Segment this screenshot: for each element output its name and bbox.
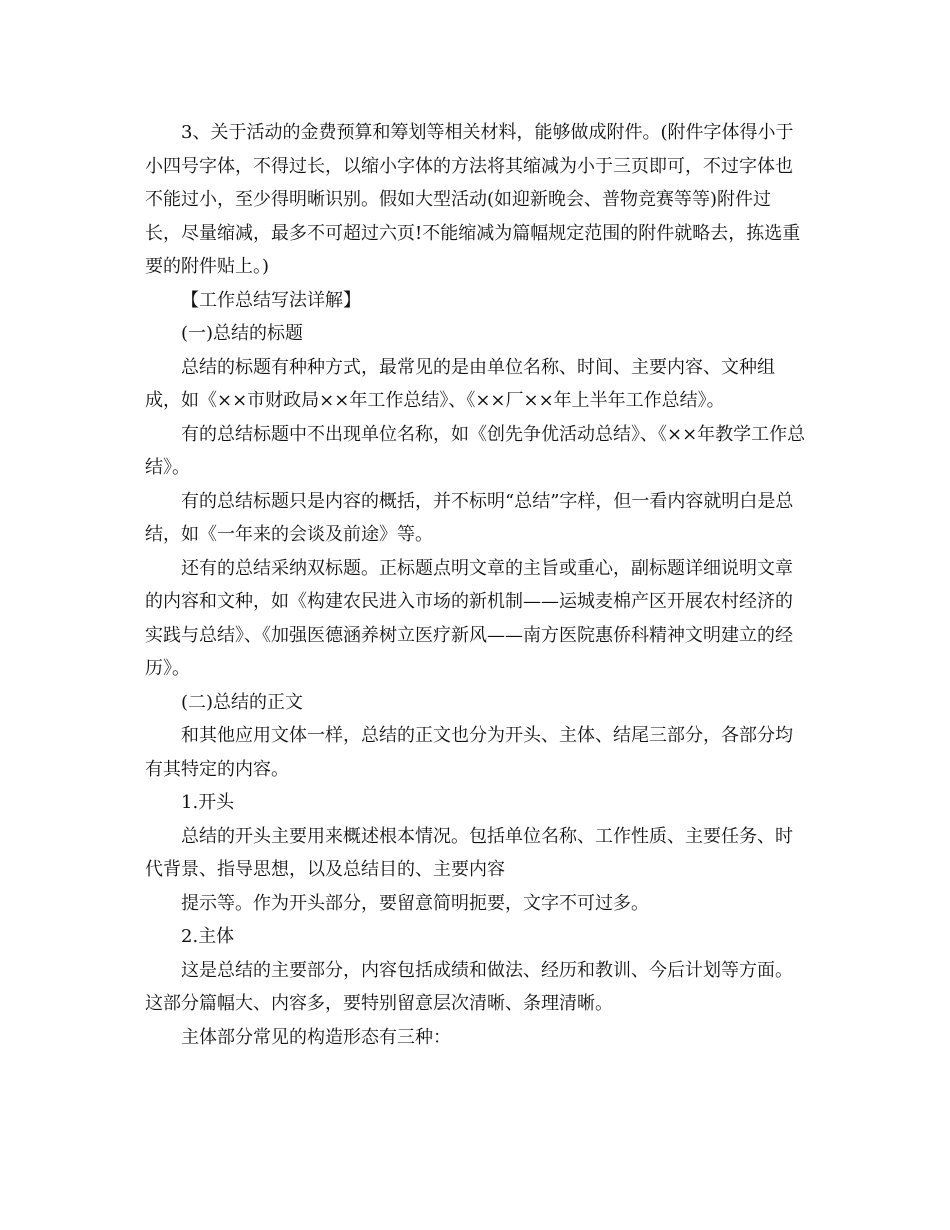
paragraph-title-no-unit: 有的总结标题中不出现单位名称，如《创先争优活动总结》、《××年教学工作总结》。 [145,423,806,478]
paragraph-double-title: 还有的总结采纳双标题。正标题点明文章的主旨或重心，副标题详细说明文章的内容和文种，如《构建农民进入市场的新机制——运城麦棉产区开展农村经济的实践与总结》、《加强医德涵养树立医疗新风——南方医院惠侨科精神文明建立的经历》。 [145,557,793,679]
paragraph-title-forms: 总结的标题有种种方式，最常见的是由单位名称、时间、主要内容、文种组成，如《××市财政局××年工作总结》、《××厂××年上半年工作总结》。 [145,356,775,411]
section-heading-writing-guide: 【工作总结写法详解】 [181,289,361,311]
paragraph-main-content: 这是总结的主要部分，内容包括成绩和做法、经历和教训、今后计划等方面。这部分篇幅大、内容多，要特别留意层次清晰、条理清晰。 [145,959,793,1014]
subheading-main: 2.主体 [181,926,235,947]
paragraph-attachment-rules: 3、关于活动的金费预算和筹划等相关材料，能够做成附件。(附件字体得小于小四号字体，不得过长，以缩小字体的方法将其缩减为小于三页即可，不过字体也不能过小，至少得明晰识别。假如大型活动(如迎新晚会、普物竞赛等等)附件过长，尽量缩减，最多不可超过六页!不能缩减为篇幅规定范围的附件就略去，拣选重要的附件贴上。) [145,122,801,277]
document-page [145,116,807,1054]
paragraph-opening-hint: 提示等。作为开头部分，要留意简明扼要，文字不可过多。 [181,892,649,914]
paragraph-title-summary: 有的总结标题只是内容的概括，并不标明“总结”字样，但一看内容就明白是总结，如《一年来的会谈及前途》等。 [145,490,794,545]
subheading-title: (一)总结的标题 [181,323,304,344]
paragraph-main-structures: 主体部分常见的构造形态有三种： [181,1026,451,1048]
subheading-opening: 1.开头 [181,792,235,813]
paragraph-opening-content: 总结的开头主要用来概述根本情况。包括单位名称、工作性质、主要任务、时代背景、指导思想，以及总结目的、主要内容 [145,825,793,880]
subheading-body: (二)总结的正文 [181,691,304,713]
paragraph-body-parts: 和其他应用文体一样，总结的正文也分为开头、主体、结尾三部分，各部分均有其特定的内容。 [145,725,793,780]
